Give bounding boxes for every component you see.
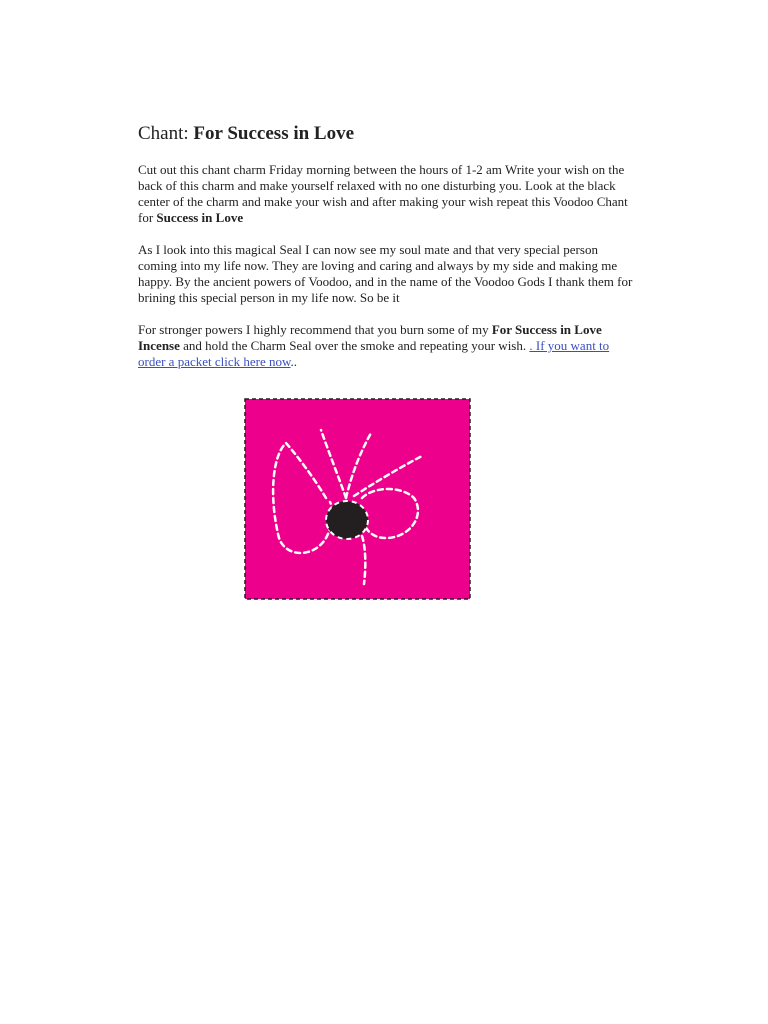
page-title — [138, 122, 638, 146]
instructions-bold: Success in Love — [156, 210, 244, 225]
title-bold: For Success in Love — [193, 123, 355, 144]
instructions-paragraph — [138, 162, 638, 226]
charm-seal-graphic — [244, 398, 471, 600]
charm-seal — [244, 398, 471, 600]
instructions-text: Cut out this chant charm Friday morning between the hours of 1-2 am Write your wish on the back of this charm and make yourself relaxed with no one disturbing you. Look at the black center of the charm and make your wish and after making your wish repeat this Voodoo Chant for — [138, 162, 628, 225]
order-link[interactable]: . If you want to order a packet click here now — [138, 338, 610, 369]
incense-paragraph — [138, 322, 638, 370]
document-body — [138, 122, 638, 386]
chant-paragraph — [138, 242, 638, 306]
title-prefix: Chant: — [138, 123, 194, 144]
incense-bold: For Success in Love Incense — [138, 322, 602, 353]
incense-text: For stronger powers I highly recommend that you burn some of my — [138, 322, 492, 337]
chant-text: As I look into this magical Seal I can now see my soul mate and that very special person coming into my life now. They are loving and caring and always by my side and making me happy. By the ancient powers of Voodoo, and in the name of the Voodoo Gods I thank them for brining this special person in my life now. So be it — [138, 242, 633, 305]
seal-background — [245, 399, 470, 599]
seal-black-center — [326, 501, 368, 539]
incense-text-2: and hold the Charm Seal over the smoke and repeating your wish. — [179, 338, 530, 353]
incense-tail: .. — [290, 354, 298, 369]
